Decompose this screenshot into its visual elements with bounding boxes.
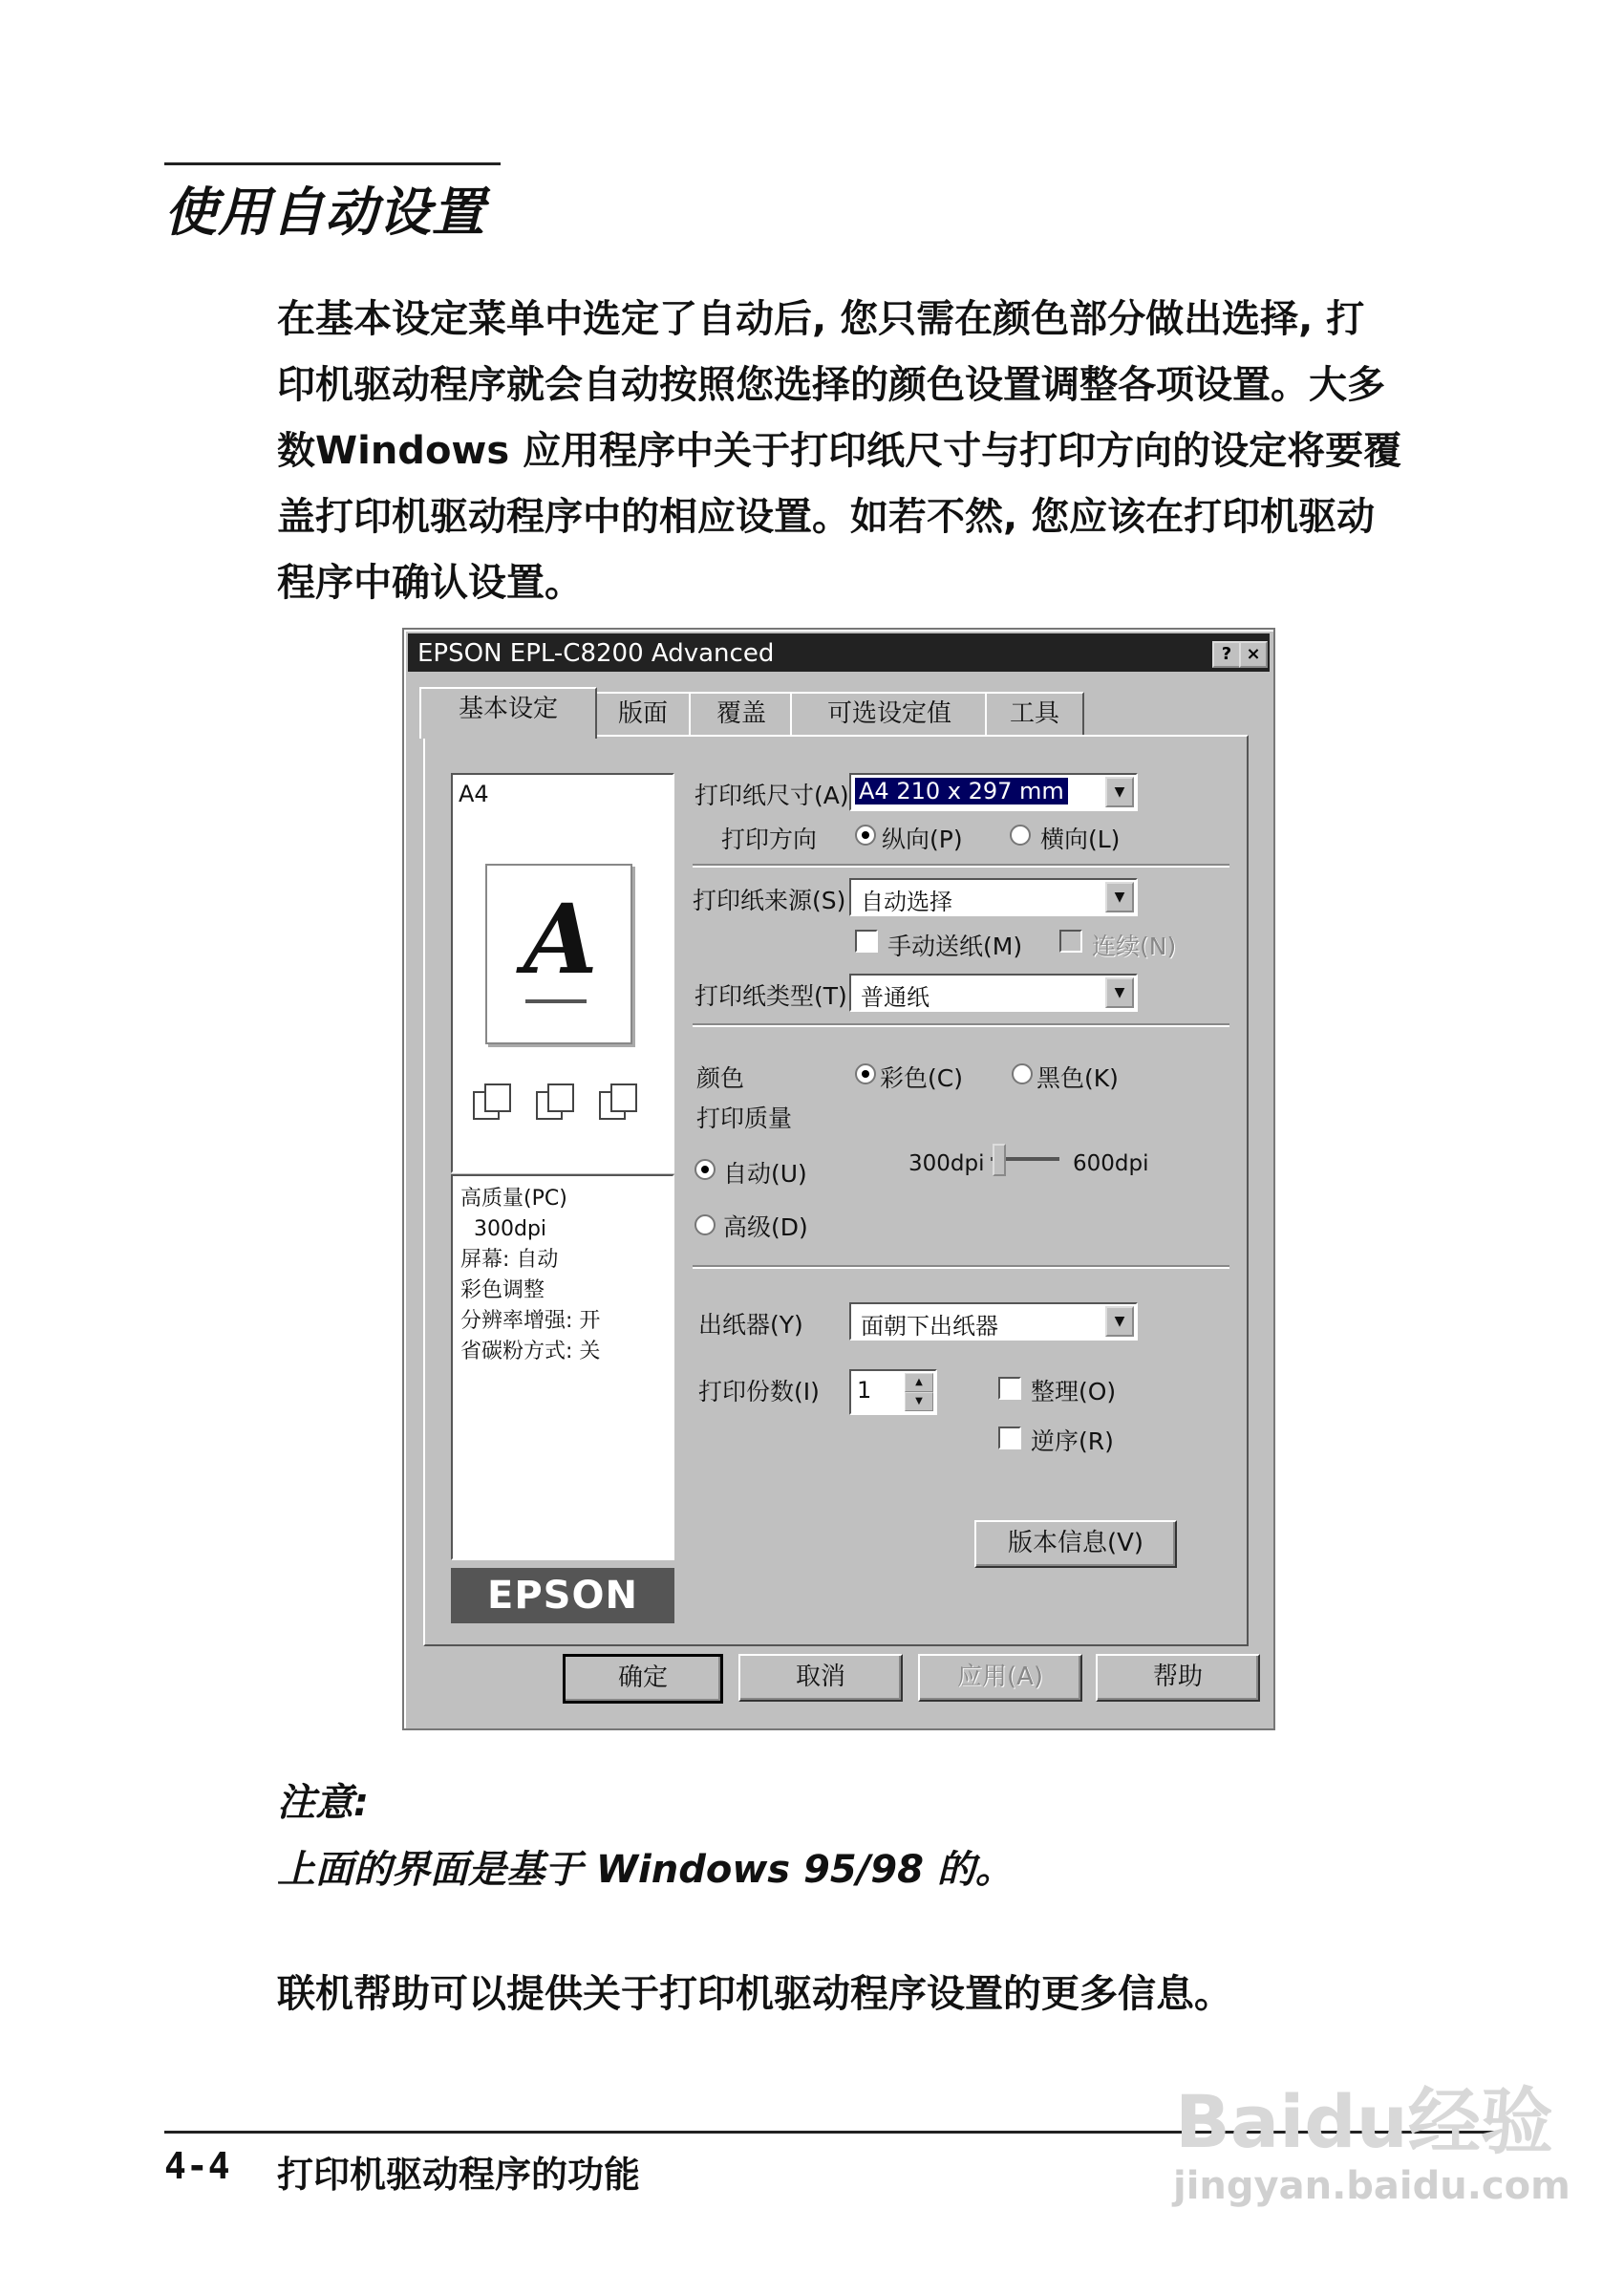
summary-line: 屏幕: 自动: [460, 1248, 559, 1272]
tab-optional-settings[interactable]: 可选设定值: [790, 692, 989, 738]
watermark-url: jingyan.baidu.com: [1173, 2164, 1571, 2208]
collate-label: 整理(O): [1031, 1378, 1117, 1405]
paper-type-label: 打印纸类型(T): [694, 982, 847, 1010]
help-text: 联机帮助可以提供关于打印机驱动程序设置的更多信息。: [277, 1972, 1232, 2016]
portrait-radio[interactable]: [855, 825, 876, 846]
note-text: 上面的界面是基于 Windows 95/98 的。: [277, 1848, 1014, 1892]
slider-min-label: 300dpi: [908, 1151, 985, 1176]
cancel-button[interactable]: 取消: [738, 1654, 903, 1702]
paper-type-value: 普通纸: [861, 984, 930, 1011]
spin-down-icon[interactable]: ▼: [905, 1392, 933, 1411]
summary-line: 分辨率增强: 开: [460, 1309, 601, 1333]
color-label: 颜色: [696, 1064, 745, 1092]
copies-spinner[interactable]: [849, 1369, 937, 1415]
manual-feed-label: 手动送纸(M): [887, 933, 1023, 960]
dropdown-arrow-icon[interactable]: ▼: [1105, 882, 1134, 912]
tab-overlay[interactable]: 覆盖: [689, 692, 794, 738]
black-radio[interactable]: [1012, 1063, 1033, 1084]
paper-size-label: 打印纸尺寸(A): [694, 782, 849, 809]
paper-size-select[interactable]: [849, 773, 1138, 811]
paper-preview: [451, 773, 674, 1173]
version-info-button[interactable]: 版本信息(V): [974, 1520, 1177, 1568]
output-tray-select[interactable]: [849, 1302, 1138, 1341]
slider-max-label: 600dpi: [1073, 1151, 1149, 1176]
copies-label: 打印份数(I): [698, 1378, 820, 1405]
paragraph-line: 在基本设定菜单中选定了自动后, 您只需在颜色部分做出选择, 打: [277, 297, 1365, 341]
landscape-radio[interactable]: [1010, 825, 1031, 846]
page-number: 4-4: [164, 2145, 230, 2187]
layout-icons: [466, 1079, 657, 1126]
dropdown-arrow-icon[interactable]: ▼: [1105, 777, 1134, 807]
settings-summary: [451, 1174, 674, 1560]
section-title: 使用自动设置: [164, 182, 486, 243]
output-tray-value: 面朝下出纸器: [861, 1313, 998, 1340]
color-option-label: 彩色(C): [880, 1064, 963, 1092]
reverse-order-label: 逆序(R): [1031, 1427, 1114, 1455]
continuous-label: 连续(N): [1092, 933, 1177, 960]
portrait-label: 纵向(P): [882, 826, 963, 853]
quality-slider-thumb[interactable]: [993, 1144, 1006, 1176]
help-question-button[interactable]: ?: [1212, 641, 1241, 668]
dialog-titlebar: [408, 633, 1270, 672]
page-preview-sheet: [485, 864, 632, 1044]
two-up-icon: [537, 1084, 573, 1119]
summary-line: 彩色调整: [460, 1278, 545, 1302]
watermark-logo: Baidu经验: [1175, 2079, 1553, 2164]
ok-button[interactable]: 确定: [563, 1654, 723, 1704]
output-tray-label: 出纸器(Y): [698, 1311, 803, 1339]
paragraph-line: 印机驱动程序就会自动按照您选择的颜色设置调整各项设置。大多: [277, 363, 1385, 407]
continuous-checkbox[interactable]: [1059, 930, 1082, 953]
close-button[interactable]: ×: [1239, 641, 1268, 668]
four-up-icon: [600, 1084, 636, 1119]
single-page-icon: [474, 1084, 510, 1119]
quality-advanced-label: 高级(D): [723, 1213, 808, 1241]
separator: [693, 1265, 1229, 1269]
paper-source-select[interactable]: [849, 878, 1138, 916]
orientation-label: 打印方向: [721, 826, 818, 853]
summary-line: 省碳粉方式: 关: [460, 1340, 601, 1363]
paragraph-line: 盖打印机驱动程序中的相应设置。如若不然, 您应该在打印机驱动: [277, 495, 1376, 539]
black-option-label: 黑色(K): [1036, 1064, 1119, 1092]
dropdown-arrow-icon[interactable]: ▼: [1105, 977, 1134, 1008]
dropdown-arrow-icon[interactable]: ▼: [1105, 1306, 1134, 1337]
reverse-order-checkbox[interactable]: [998, 1427, 1021, 1449]
preview-size-label: A4: [459, 781, 489, 807]
paragraph-line: 数Windows 应用程序中关于打印纸尺寸与打印方向的设定将要覆: [277, 429, 1402, 473]
spin-up-icon[interactable]: ▲: [905, 1373, 933, 1392]
copies-value: 1: [857, 1377, 872, 1404]
summary-line: 高质量(PC): [460, 1187, 567, 1211]
section-rule: [164, 162, 501, 165]
chapter-title: 打印机驱动程序的功能: [277, 2154, 641, 2196]
quality-advanced-radio[interactable]: [694, 1214, 716, 1235]
collate-checkbox[interactable]: [998, 1377, 1021, 1400]
tab-basic[interactable]: 基本设定: [419, 687, 597, 739]
quality-auto-label: 自动(U): [723, 1160, 807, 1188]
paragraph-line: 程序中确认设置。: [277, 561, 583, 605]
printer-settings-dialog: [402, 628, 1275, 1730]
quality-auto-radio[interactable]: [694, 1159, 716, 1180]
apply-button[interactable]: 应用(A): [918, 1654, 1082, 1702]
tab-layout[interactable]: 版面: [593, 692, 693, 738]
tab-utility[interactable]: 工具: [985, 692, 1084, 738]
landscape-label: 横向(L): [1040, 826, 1121, 853]
epson-logo: EPSON: [451, 1568, 674, 1623]
sample-letter: A: [524, 883, 598, 996]
tab-panel-basic: [423, 735, 1249, 1646]
paper-source-value: 自动选择: [861, 889, 952, 915]
separator: [693, 1023, 1229, 1027]
sample-text-line: [525, 999, 587, 1003]
quality-label: 打印质量: [696, 1105, 793, 1132]
paper-type-select[interactable]: [849, 974, 1138, 1012]
help-button[interactable]: 帮助: [1096, 1654, 1260, 1702]
summary-line: 300dpi: [474, 1217, 547, 1241]
note-label: 注意:: [277, 1781, 369, 1825]
dialog-title: EPSON EPL-C8200 Advanced: [417, 639, 775, 668]
paper-size-value: A4 210 x 297 mm: [855, 778, 1068, 804]
manual-feed-checkbox[interactable]: [855, 930, 878, 953]
paper-source-label: 打印纸来源(S): [693, 887, 846, 914]
intro-paragraph: [277, 287, 1490, 616]
color-radio[interactable]: [855, 1063, 876, 1084]
separator: [693, 864, 1229, 868]
